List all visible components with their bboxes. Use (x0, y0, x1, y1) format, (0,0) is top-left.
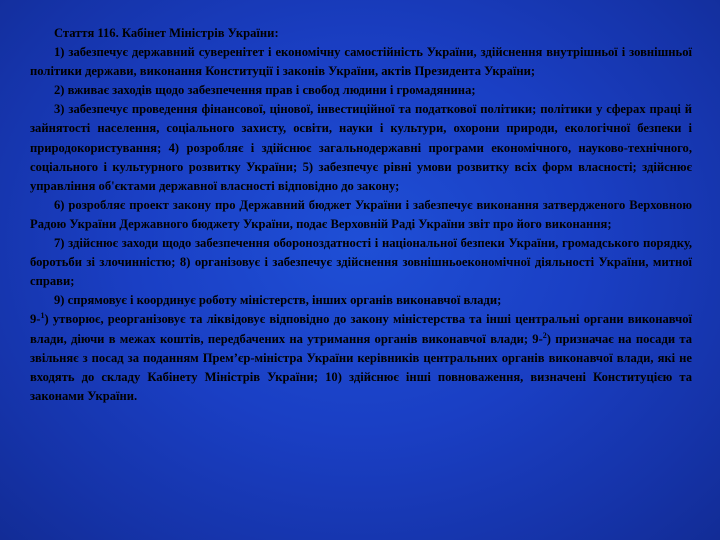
article-item-6: 6) розробляє проект закону про Державний бюджет України і забезпечує виконання затвердженого Верховною Радою України Державного бюджету України, подає Верховній Раді України звіт про його виконання; (30, 197, 692, 231)
article-item-9: 9) спрямовує і координує роботу міністерств, інших органів виконавчої влади; (54, 293, 502, 308)
article-item-1: 1) забезпечує державний суверенітет і економічну самостійність України, здійснення внутрішньої і зовнішньої політики держави, виконання Конституції і законів України, актів Президента України; (30, 45, 692, 79)
article-title: Стаття 116. Кабінет Міністрів України: (54, 26, 279, 40)
item-9-1-superscript: 1 (40, 311, 45, 321)
item-9-2-superscript: 2 (542, 330, 547, 340)
item-9-1-text: ) утворює, реорганізовує та ліквідовує відповідно до закону міністерства та інші центральні органи виконавчої влади, діючи в межах коштів, передбачених на утримання органів виконавчої влади; 9- (30, 312, 692, 346)
item-9-1-prefix: 9- (30, 312, 41, 327)
article-item-7-8: 7) здійснює заходи щодо забезпечення обороноздатності і національної безпеки України, громадського порядку, боротьби зі злочинністю; 8) організовує і забезпечує здійснення зовнішньоекономічної діяльності України, митної справи; (30, 236, 692, 289)
article-item-9-1-to-10 (30, 310, 692, 405)
article-text-block (30, 24, 692, 406)
article-item-2: 2) вживає заходів щодо забезпечення прав і свобод людини і громадянина; (54, 83, 476, 98)
article-item-3-5: 3) забезпечує проведення фінансової, цінової, інвестиційної та податкової політики; політики у сферах праці й зайнятості населення, соціального захисту, освіти, науки і культури, охорони природи, екологічної безпеки і природокористування; 4) розробляє і здійснює загальнодержавні програми економічного, науково-технічного, соціального і культурного розвитку України; 5) забезпечує рівні умови розвитку всіх форм власності; здійснює управління об'єктами державної власності відповідно до закону; (30, 102, 692, 193)
item-9-2-text: ) призначає на посади та звільняє з посад за поданням Прем’єр-міністра України керівників центральних органів виконавчої влади, які не входять до складу Кабінету Міністрів України; 10) здійснює інші повноваження, визначені Конституцією та законами України. (30, 331, 692, 403)
